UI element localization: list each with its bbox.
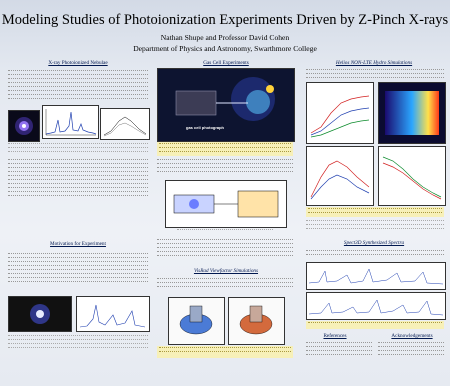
helios-caption — [306, 207, 444, 217]
gas-cell-diagram-caption — [157, 228, 293, 234]
visrad-caption — [157, 346, 293, 358]
gas-cell-label: gas cell photograph — [186, 125, 225, 130]
section-heading-gas-cell: Gas Cell Experiments — [203, 60, 249, 66]
section-heading-acknowledgements: Acknowledgements — [391, 333, 433, 339]
references-list — [306, 341, 372, 361]
helios-curves-icon-c — [307, 147, 373, 205]
poster-authors: Nathan Shupe and Professor David Cohen — [160, 33, 290, 42]
model-curves-icon — [101, 109, 149, 139]
motivation-spectrum-icon — [77, 297, 149, 331]
section-heading-helios: Helios NON-LTE Hydro Simulations — [335, 60, 413, 66]
gas-cell-results-paragraph — [157, 238, 293, 263]
motivation-figure-captions — [8, 334, 148, 354]
nebula-glow-icon — [9, 111, 39, 141]
spectrum-line-icon — [43, 106, 98, 138]
nebula-discussion-paragraph — [8, 158, 148, 206]
gas-cell-photo — [157, 68, 295, 142]
nebula-image — [8, 110, 40, 142]
visrad-render-left — [168, 297, 225, 345]
helios-plot-c — [306, 146, 374, 206]
motivation-paragraph — [8, 252, 148, 292]
poster-department: Department of Physics and Astronomy, Swarthmore College — [133, 44, 317, 53]
nebula-spectrum-plot — [42, 105, 99, 139]
section-heading-motivation: Motivation for Experiment — [50, 241, 106, 247]
synth-spectrum-icon-2 — [307, 293, 445, 319]
nebula-model-plot — [100, 108, 150, 140]
synth-spectrum-icon-1 — [307, 263, 445, 289]
gas-cell-apparatus-icon — [158, 69, 294, 141]
helios-curves-icon — [307, 83, 373, 143]
zpinch-flash-icon — [9, 297, 71, 331]
spect3d-spectrum-1 — [306, 262, 446, 290]
motivation-spectrum-plot — [76, 296, 150, 332]
section-heading-xray-nebulae: X-ray Photoionized Nebulae — [48, 60, 108, 66]
gas-cell-diagram — [165, 180, 287, 228]
nebula-figure-captions — [8, 142, 148, 154]
helios-curves-icon-d — [379, 147, 445, 205]
section-heading-visrad: VisRad Viewfactor Simulations — [193, 268, 259, 274]
spect3d-paragraph — [306, 249, 444, 259]
helios-notes — [306, 219, 444, 231]
visrad-geometry-icon-2 — [229, 298, 284, 344]
gas-cell-schematic-icon — [166, 181, 286, 227]
zpinch-photo — [8, 296, 72, 332]
visrad-geometry-icon — [169, 298, 224, 344]
section-heading-spect3d: Spect3D Synthesized Spectra — [343, 240, 405, 246]
helios-color-map — [378, 82, 446, 144]
gas-cell-caption — [157, 142, 293, 156]
visrad-render-right — [228, 297, 285, 345]
poster-title: Modeling Studies of Photoionization Experiments Driven by Z-Pinch X-rays — [1, 12, 449, 28]
helios-paragraph — [306, 68, 444, 80]
visrad-paragraph — [157, 277, 293, 295]
spect3d-spectrum-2 — [306, 292, 446, 320]
section-heading-references: References — [323, 333, 347, 339]
xray-nebulae-paragraph — [8, 69, 148, 106]
acknowledgements-text — [378, 341, 444, 361]
helios-plot-a — [306, 82, 374, 144]
gas-cell-paragraph — [157, 158, 293, 178]
spect3d-caption — [306, 321, 444, 329]
helios-plot-d — [378, 146, 446, 206]
helios-colormap-icon — [379, 83, 445, 143]
